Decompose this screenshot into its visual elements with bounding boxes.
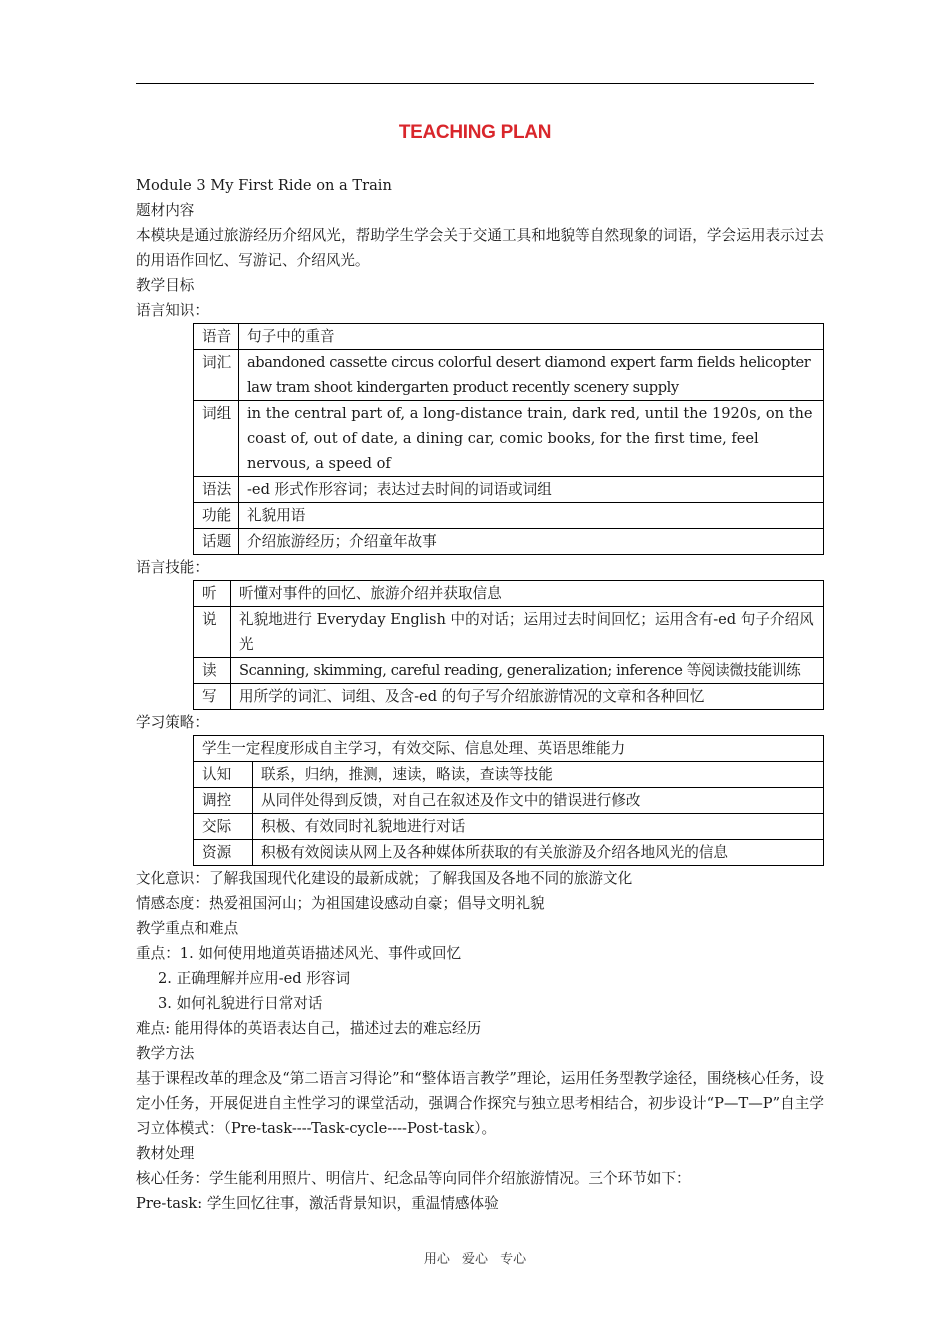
language-skills-label: 语言技能： (136, 559, 209, 576)
row-value: in the central part of, a long-distance train, dark red, until the 1920s, on the coast of, out of date, a dining car, comic books, for the first time, feel nervous, a speed of (239, 401, 824, 477)
key-point-1: 重点：1. 如何使用地道英语描述风光、事件或回忆 (136, 945, 462, 962)
row-value: Scanning, skimming, careful reading, generalization; inference 等阅读微技能训练 (231, 658, 824, 684)
row-key: 功能 (194, 503, 239, 529)
table-row (194, 401, 824, 477)
row-value: 介绍旅游经历；介绍童年故事 (239, 529, 824, 555)
emotional-attitude: 情感态度：热爱祖国河山；为祖国建设感动自豪；倡导文明礼貌 (136, 895, 545, 912)
section-heading-key-points: 教学重点和难点 (136, 920, 239, 937)
row-key: 调控 (194, 788, 253, 814)
language-skills-table (193, 580, 824, 710)
row-key: 词汇 (194, 350, 239, 401)
table-row (194, 684, 824, 710)
table-row (194, 607, 824, 658)
row-key: 认知 (194, 762, 253, 788)
row-key: 听 (194, 581, 231, 607)
row-value: 礼貌用语 (239, 503, 824, 529)
table-row (194, 529, 824, 555)
row-value: 联系，归纳，推测，速读，略读，查读等技能 (253, 762, 824, 788)
row-key: 读 (194, 658, 231, 684)
language-knowledge-label: 语言知识： (136, 302, 209, 319)
language-knowledge-table (193, 323, 824, 555)
module-title: Module 3 My First Ride on a Train (136, 177, 392, 194)
page-footer: 用心 爱心 专心 (423, 1252, 527, 1267)
row-key: 语法 (194, 477, 239, 503)
difficulty: 难点: 能用得体的英语表达自己，描述过去的难忘经历 (136, 1020, 482, 1037)
section-heading-content: 题材内容 (136, 202, 195, 219)
pre-task: Pre-task: 学生回忆往事，激活背景知识，重温情感体验 (136, 1195, 499, 1212)
section-heading-methods: 教学方法 (136, 1045, 195, 1062)
page-title: TEACHING PLAN (398, 122, 552, 143)
row-value: -ed 形式作形容词；表达过去时间的词语或词组 (239, 477, 824, 503)
row-key: 词组 (194, 401, 239, 477)
table-row (194, 658, 824, 684)
row-value: 礼貌地进行 Everyday English 中的对话；运用过去时间回忆；运用含有-ed 句子介绍风光 (231, 607, 824, 658)
content-paragraph: 本模块是通过旅游经历介绍风光，帮助学生学会关于交通工具和地貌等自然现象的词语，学会运用表示过去的用语作回忆、写游记、介绍风光。 (136, 227, 824, 269)
table-row (194, 581, 824, 607)
strategy-header: 学生一定程度形成自主学习，有效交际、信息处理、英语思维能力 (194, 736, 824, 762)
row-key: 资源 (194, 840, 253, 866)
table-row (194, 477, 824, 503)
row-value: 句子中的重音 (239, 324, 824, 350)
learning-strategy-table (193, 735, 824, 866)
row-key: 交际 (194, 814, 253, 840)
learning-strategy-label: 学习策略： (136, 714, 209, 731)
row-key: 写 (194, 684, 231, 710)
section-heading-objectives: 教学目标 (136, 277, 195, 294)
table-header-row (194, 736, 824, 762)
table-row (194, 762, 824, 788)
row-key: 话题 (194, 529, 239, 555)
document-body (136, 173, 824, 1216)
row-key: 语音 (194, 324, 239, 350)
table-row (194, 814, 824, 840)
cultural-awareness: 文化意识：了解我国现代化建设的最新成就；了解我国及各地不同的旅游文化 (136, 870, 633, 887)
table-row (194, 503, 824, 529)
row-key: 说 (194, 607, 231, 658)
row-value: 用所学的词汇、词组、及含-ed 的句子写介绍旅游情况的文章和各种回忆 (231, 684, 824, 710)
header-rule (136, 83, 814, 84)
core-task: 核心任务：学生能利用照片、明信片、纪念品等向同伴介绍旅游情况。三个环节如下： (136, 1170, 691, 1187)
row-value: 听懂对事件的回忆、旅游介绍并获取信息 (231, 581, 824, 607)
table-row (194, 350, 824, 401)
section-heading-material: 教材处理 (136, 1145, 195, 1162)
key-point-2: 2. 正确理解并应用-ed 形容词 (158, 970, 351, 987)
key-point-3: 3. 如何礼貌进行日常对话 (158, 995, 323, 1012)
methods-paragraph: 基于课程改革的理念及“第二语言习得论”和“整体语言教学”理论，运用任务型教学途径，围绕核心任务，设定小任务，开展促进自主性学习的课堂活动，强调合作探究与独立思考相结合，初步设计“P—T—P”自主学习立体模式：（Pre-task----Task-cycle----Post-task）。 (136, 1070, 824, 1137)
row-value: abandoned cassette circus colorful desert diamond expert farm fields helicopter law tram shoot kindergarten product recently scenery supply (239, 350, 824, 401)
row-value: 从同伴处得到反馈，对自己在叙述及作文中的错误进行修改 (253, 788, 824, 814)
row-value: 积极有效阅读从网上及各种媒体所获取的有关旅游及介绍各地风光的信息 (253, 840, 824, 866)
row-value: 积极、有效同时礼貌地进行对话 (253, 814, 824, 840)
table-row (194, 840, 824, 866)
table-row (194, 324, 824, 350)
table-row (194, 788, 824, 814)
